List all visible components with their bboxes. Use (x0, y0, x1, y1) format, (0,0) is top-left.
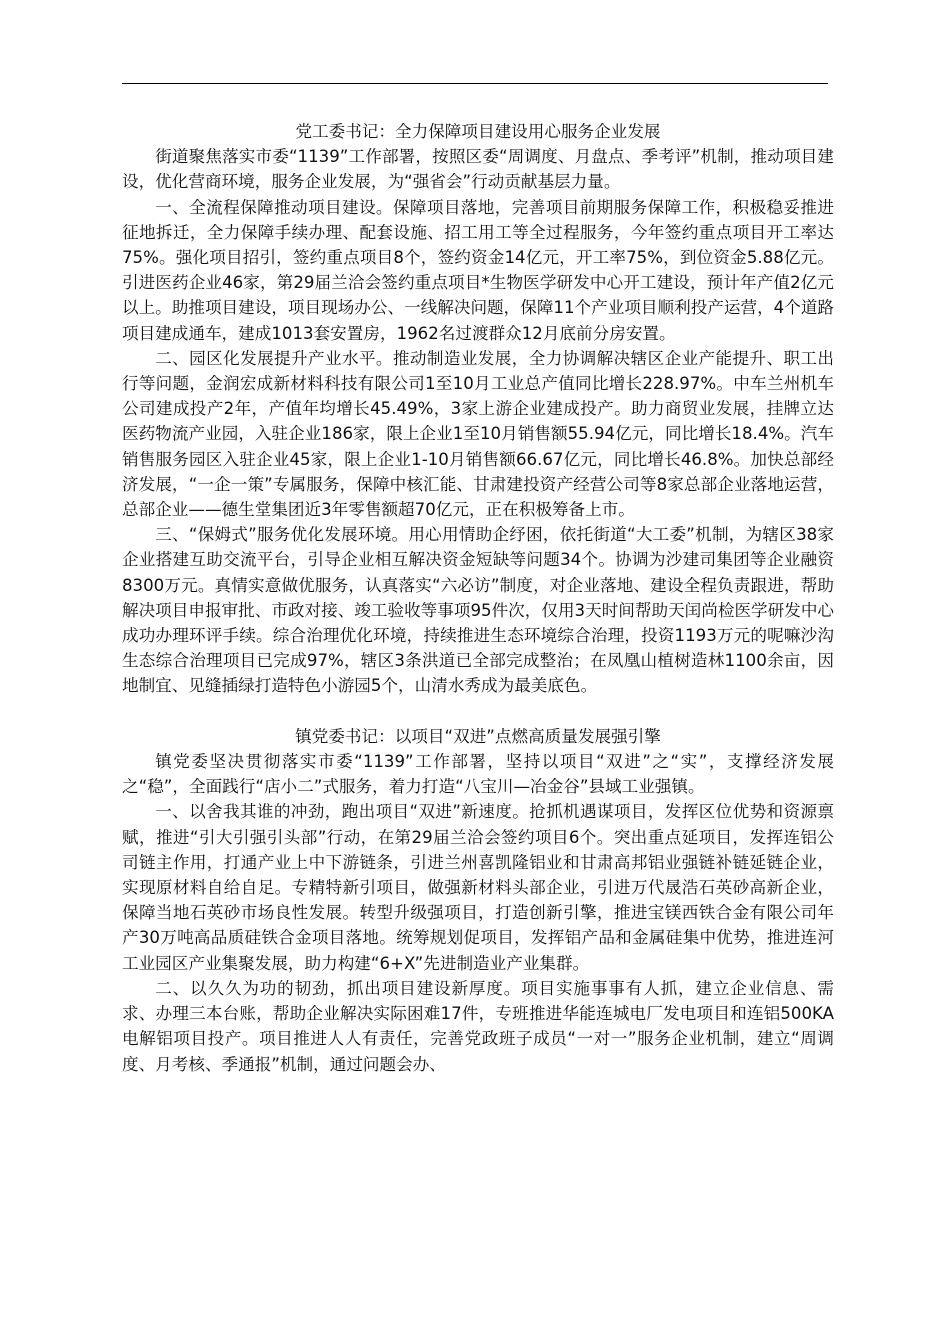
header-rule (122, 83, 828, 84)
paragraph: 三、“保姆式”服务优化发展环境。用心用情助企纾困，依托街道“大工委”机制，为辖区38家企业搭建互助交流平台，引导企业相互解决资金短缺等问题34个。协调为沙建司集团等企业融资8300万元。真情实意做优服务，认真落实“六必访”制度，对企业落地、建设全程负责跟进，帮助解决项目申报审批、市政对接、竣工验收等事项95件次，仅用3天时间帮助天闰尚检医学研发中心成功办理环评手续。综合治理优化环境，持续推进生态环境综合治理，投资1193万元的呢嘛沙沟生态综合治理项目已完成97%，辖区3条洪道已全部完成整治；在凤凰山植树造林1100余亩，因地制宜、见缝插绿打造特色小游园5个，山清水秀成为最美底色。 (122, 525, 835, 696)
section-party-work-committee (122, 119, 834, 699)
section-title: 镇党委书记：以项目“双进”点燃高质量发展强引擎 (295, 726, 661, 746)
section-title: 党工委书记：全力保障项目建设用心服务企业发展 (295, 122, 661, 141)
paragraph: 街道聚焦落实市委“1139”工作部署，按照区委“周调度、月盘点、季考评”机制，推动项目建设，优化营商环境，服务企业发展，为“强省会”行动贡献基层力量。 (122, 147, 834, 192)
paragraph: 一、以舍我其谁的冲劲，跑出项目“双进”新速度。抢抓机遇谋项目，发挥区位优势和资源禀赋，推进“引大引强引头部”行动，在第29届兰洽会签约项目6个。突出重点延项目，发挥连铝公司链主作用，打通产业上中下游链条，引进兰州喜凯隆铝业和甘肃高邦铝业强链补链延链企业，实现原材料自给自足。专精特新引项目，做强新材料头部企业，引进万代晟浩石英砂高新企业，保障当地石英砂市场良性发展。转型升级强项目，打造创新引擎，推进宝镁西铁合金有限公司年产30万吨高品质硅铁合金项目落地。统筹规划促项目，发挥铝产品和金属硅集中优势，推进连河工业园区产业集聚发展，助力构建“6+X”先进制造业产业集群。 (122, 802, 834, 973)
section-gap (122, 699, 834, 724)
section-town-party-committee (122, 724, 834, 1077)
paragraph: 镇党委坚决贯彻落实市委“1139”工作部署，坚持以项目“双进”之“实”，支撑经济发展之“稳”，全面践行“店小二”式服务，着力打造“八宝川—冶金谷”县域工业强镇。 (122, 752, 834, 797)
paragraph: 二、园区化发展提升产业水平。推动制造业发展，全力协调解决辖区企业产能提升、职工出行等问题，金润宏成新材料科技有限公司1至10月工业总产值同比增长228.97%。中车兰州机车公司建成投产2年，产值年均增长45.49%，3家上游企业建成投产。助力商贸业发展，挂牌立达医药物流产业园，入驻企业186家，限上企业1至10月销售额55.94亿元，同比增长18.4%。汽车销售服务园区入驻企业45家，限上企业1-10月销售额66.67亿元，同比增长46.8%。加快总部经济发展，“一企一策”专属服务，保障中核汇能、甘肃建投资产经营公司等8家总部企业落地运营，总部企业——德生堂集团近3年零售额超70亿元，正在积极筹备上市。 (122, 348, 834, 520)
paragraph: 一、全流程保障推动项目建设。保障项目落地，完善项目前期服务保障工作，积极稳妥推进征地拆迁，全力保障手续办理、配套设施、招工用工等全过程服务，今年签约重点项目开工率达75%。强化项目招引，签约重点项目8个，签约资金14亿元，开工率75%，到位资金5.88亿元。引进医药企业46家，第29届兰洽会签约重点项目*生物医学研发中心开工建设，预计年产值2亿元以上。助推项目建设，项目现场办公、一线解决问题，保障11个产业项目顺利投产运营，4个道路项目建成通车，建成1013套安置房，1962名过渡群众12月底前分房安置。 (122, 197, 835, 343)
document-body (122, 119, 834, 1077)
paragraph: 二、以久久为功的韧劲，抓出项目建设新厚度。项目实施事事有人抓，建立企业信息、需求、办理三本台账，帮助企业解决实际困难17件，专班推进华能连城电厂发电项目和连铝500KA电解铝项目投产。项目推进人人有责任，完善党政班子成员“一对一”服务企业机制，建立“周调度、月考核、季通报”机制，通过问题会办、 (122, 978, 834, 1074)
